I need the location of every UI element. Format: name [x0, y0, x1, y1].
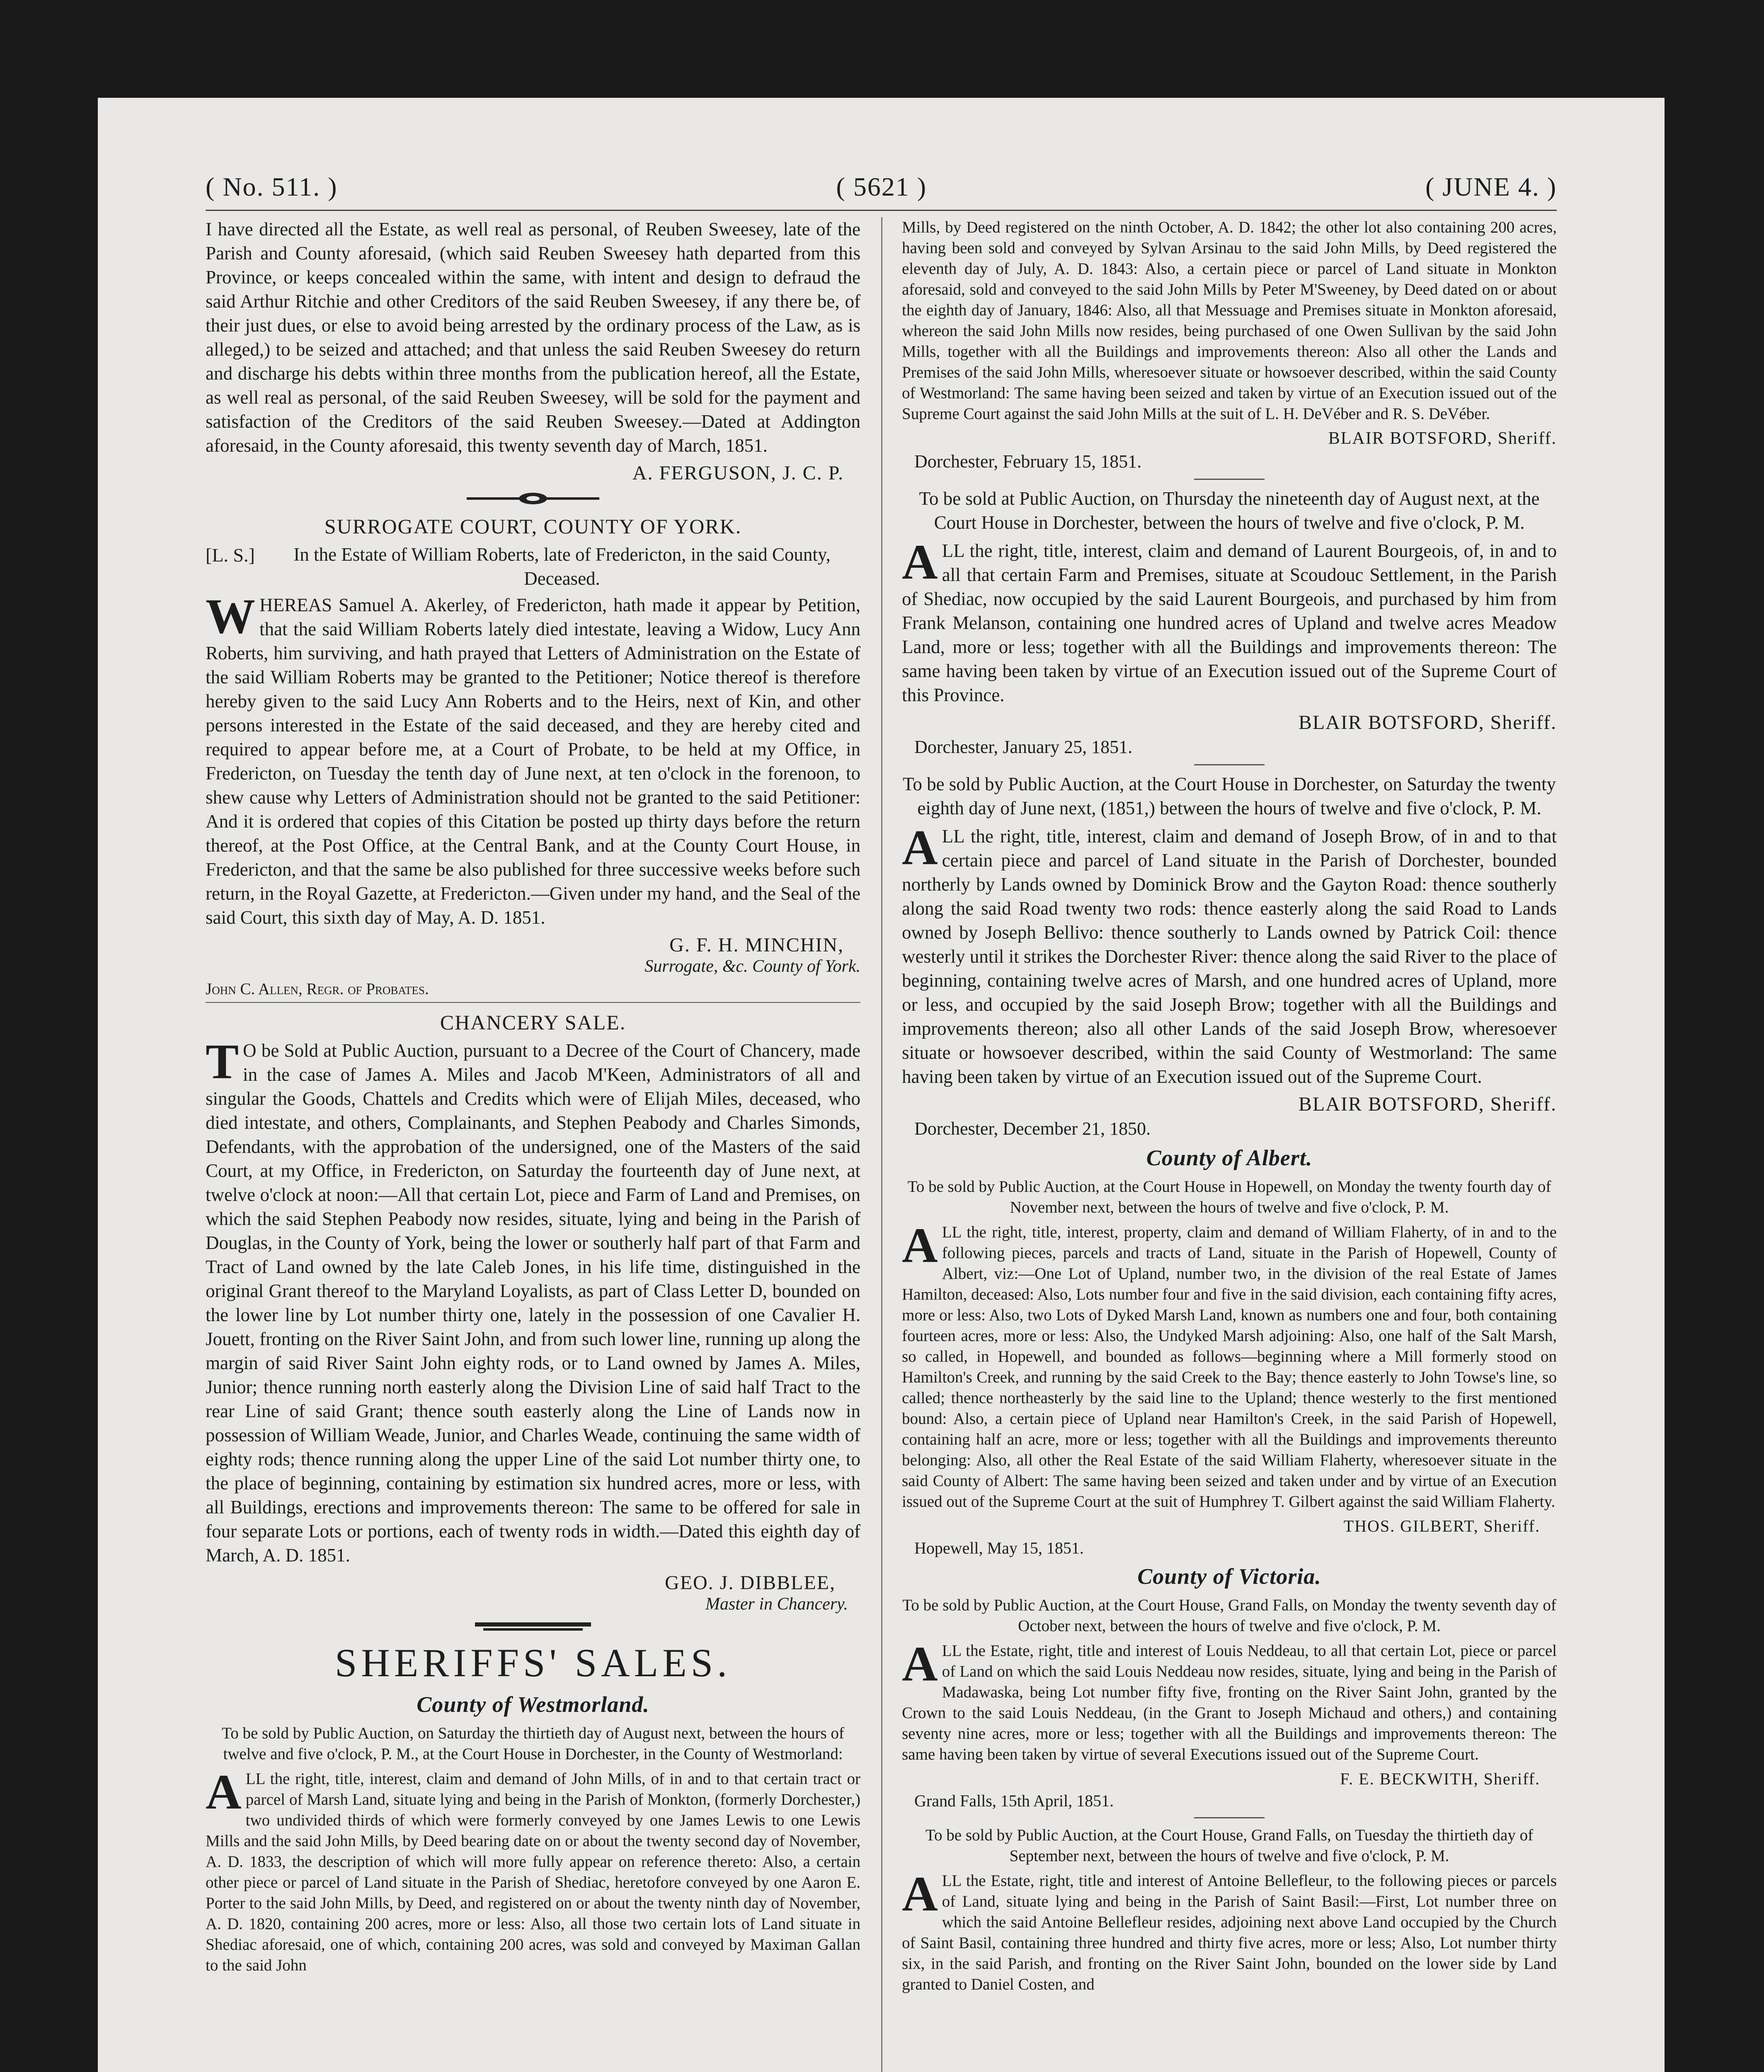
drop-cap: A — [902, 820, 938, 875]
sheriffs-sales-heading: SHERIFFS' SALES. — [334, 1641, 732, 1685]
flaherty-intro: To be sold by Public Auction, at the Court House in Hopewell, on Monday the twenty fourth day of November next, between the hours of twelve and five o'clock, P. M. — [907, 1178, 1551, 1216]
right-column — [902, 217, 1557, 2072]
bourgeois-text: LL the right, title, interest, claim and demand of Laurent Bourgeois, of, in and to all that certain Farm and Premises, situate at Scoudouc Settlement, in the Parish of Shediac, now occupied by the said Laurent Bourgeois, and purchased by him from Frank Melanson, containing one hundred acres of Upland and twelve acres Meadow Land, more or less; together with all the Buildings and improvements thereon: The same having been taken by virtue of an Execution issued out of the Supreme Court of this Province. — [902, 540, 1557, 705]
mills-text: LL the right, title, interest, claim and demand of John Mills, of in and to that certain tract or parcel of Marsh Land, situate lying and being in the Parish of Monkton, (formerly Dorchester,) two undivided thirds of which were formerly conveyed by one James Lewis to one Lewis Mills and the said John Mills, by Deed bearing date on or about the twenty second day of November, A. D. 1833, the description of which will more fully appear on reference thereto: Also, a certain other piece or parcel of Land situate in the Parish of Shediac, heretofore conveyed by one Aaron E. Porter to the said John Mills, by Deed, and registered on or about the twenty ninth day of November, A. D. 1820, containing 200 acres, more or less: Also, all those two certain lots of Land situate in Shediac aforesaid, one of which, containing 200 acres, was sold and conveyed by Maximan Gallan to the said John — [206, 1770, 860, 1974]
dibblee-title: Master in Chancery. — [705, 1595, 848, 1614]
issue-number: ( No. 511. ) — [206, 172, 338, 201]
dateline-4: Hopewell, May 15, 1851. — [914, 1539, 1084, 1557]
ferguson-notice: I have directed all the Estate, as well real as personal, of Reuben Sweesey, late of the Parish and County aforesaid, (which said Reuben Sweesey hath departed from this Province, or keeps concealed within the same, with intent and design to defraud the said Arthur Ritchie and other Creditors of the said Reuben Sweesey, if any there be, of their just dues, or else to avoid being arrested by the ordinary process of the Law, as is alleged,) to be seized and attached; and that unless the said Reuben Sweesey do return and discharge his debts within three months from the publication hereof, all the Estate, as well real as personal, of the said Reuben Sweesey, will be sold for the payment and satisfaction of the Creditors of the said Reuben Sweesey.—Dated at Addington aforesaid, in the County aforesaid, this twenty seventh day of March, 1851. — [206, 219, 860, 456]
notice-rule — [1194, 764, 1265, 765]
drop-cap: A — [902, 1866, 938, 1921]
dateline-1: Dorchester, February 15, 1851. — [914, 451, 1142, 472]
mills-notice — [206, 1764, 860, 1976]
bellefleur-intro: To be sold by Public Auction, at the Court House, Grand Falls, on Tuesday the thirtieth day of September next, between the hours of twelve and five o'clock, P. M. — [925, 1826, 1534, 1865]
drop-cap: A — [902, 1636, 938, 1691]
flaherty-text: LL the right, title, interest, property, claim and demand of William Flaherty, of in and to the following pieces, parcels and tracts of Land, situate in the Parish of Hopewell, County of Albert, viz:—One Lot of Upland, number two, in the division of the real Estate of James Hamilton, deceased: Also, Lots number four and five in the said division, each containing fifty acres, more or less: Also, two Lots of Dyked Marsh Land, known as numbers one and four, both containing fourteen acres, more or less: Also, the Undyked Marsh adjoining: Also, one half of the Salt Marsh, so called, in Hopewell, and bounded as follows—beginning where a Mill formerly stood on Hamilton's Creek, and running by the said Creek to the Bay; thence easterly to John Towse's line, so called; thence northeasterly by the said line to the Upland; thence westerly to the first mentioned bound: Also, a certain piece of Upland near Hamilton's Creek, in the said Parish of Hopewell, containing half an acre, more or less; together with all the Buildings and improvements thereunto belonging: Also, all other the Real Estate of the said William Flaherty, wheresoever situate in the said County of Albert: The same having been seized and taken under and by virtue of an Execution issued out of the Supreme Court at the suit of Humphrey T. Gilbert against the said William Flaherty. — [902, 1223, 1557, 1510]
left-column — [206, 217, 860, 2072]
ornament-bar-icon — [471, 1620, 595, 1634]
columns — [206, 217, 1557, 2072]
newspaper-page — [98, 98, 1665, 2072]
column-divider — [881, 217, 882, 2072]
westmorland-heading: County of Westmorland. — [417, 1692, 649, 1717]
page-header — [206, 164, 1557, 211]
neddeau-text: LL the Estate, right, title and interest of Louis Neddeau, to all that certain Lot, piece or parcel of Land on which the said Louis Neddeau now resides, situate, lying and being in the Parish of Madawaska, being Lot number fifty five, fronting on the River Saint John, granted by the Crown to the said Louis Neddeau, (in the Grant to Joseph Michaud and others,) and containing seventy nine acres, more or less; together with all the Buildings and improvements thereon: The same having been taken by virtue of several Executions issued out of the Supreme Court. — [902, 1642, 1557, 1763]
page-number: ( 5621 ) — [836, 172, 927, 201]
albert-heading: County of Albert. — [1146, 1145, 1313, 1170]
botsford-signature-3: BLAIR BOTSFORD, Sheriff. — [1298, 1093, 1557, 1115]
chancery-heading: CHANCERY SALE. — [440, 1011, 626, 1034]
estate-line: In the Estate of William Roberts, late of Fredericton, in the said County, Deceased. — [293, 544, 831, 589]
registrar-line: John C. Allen, Regr. of Probates. — [206, 980, 429, 998]
drop-cap: A — [902, 1218, 938, 1273]
notice-rule — [1194, 1817, 1265, 1818]
minchin-signature: G. F. H. MINCHIN, — [669, 934, 844, 956]
chancery-notice — [206, 1034, 860, 1567]
neddeau-intro: To be sold by Public Auction, at the Court House, Grand Falls, on Monday the twenty seventh day of October next, between the hours of twelve and five o'clock, P. M. — [902, 1596, 1556, 1635]
chancery-text: O be Sold at Public Auction, pursuant to a Decree of the Court of Chancery, made in the case of James A. Miles and Jacob M'Keen, Administrators of all and singular the Goods, Chattels and Credits which were of Elijah Miles, deceased, who died intestate, and others, Complainants, and Stephen Peabody and Charles Simonds, Defendants, with the approbation of the undersigned, one of the Masters of the said Court, at my Office, in Fredericton, on Saturday the fourteenth day of June next, at twelve o'clock at noon:—All that certain Lot, piece and Farm of Land and Premises, on which the said Stephen Peabody now resides, situate, lying and being in the Parish of Douglas, in the County of York, being the lower or southerly half part of that Farm and Tract of Land owned by the late Caleb Jones, in his life time, distinguished in the original Grant thereof to the Maryland Loyalists, as part of Class Letter D, bounded on the lower line by Lot number thirty one, lately in the possession of one Cavalier H. Jouett, fronting on the River Saint John, and from such lower line, running up along the margin of said River Saint John eighty rods, or to Land owned by James A. Miles, Junior; thence running north easterly along the Division Line of said half Tract to the rear Line of said Grant; thence south easterly along the Line of Lands now in possession of William Weade, Junior, and Charles Weade, continuing the same width of eighty rods; thence running along the upper Line of the said Lot number thirty one, to the place of beginning, containing by estimation six hundred acres, more or less, with all Buildings, erections and improvements thereon: The same to be offered for sale in four separate Lots or portions, each of twenty rods in width.—Dated this eighth day of March, A. D. 1851. — [206, 1040, 860, 1566]
estate-block — [206, 542, 860, 591]
brow-intro: To be sold by Public Auction, at the Court House in Dorchester, on Saturday the twenty eighth day of June next, (1851,) between the hours of twelve and five o'clock, P. M. — [902, 774, 1556, 818]
notice-rule — [1194, 479, 1265, 480]
mills-continued: Mills, by Deed registered on the ninth October, A. D. 1842; the other lot also containing 200 acres, having been sold and conveyed by Sylvan Arsinau to the said John Mills, by Deed registered the eleventh day of July, A. D. 1843: Also, a certain piece or parcel of Land situate in Monkton aforesaid, sold and conveyed to the said John Mills by Peter M'Sweeney, by Deed dated on or about the eighth day of January, 1846: Also, all that Messuage and Premises situate in Monkton aforesaid, whereon the said John Mills now resides, being purchased of one Owen Sullivan by the said John Mills, together with all the Buildings and improvements thereon: Also all other the Lands and Premises of the said John Mills, wheresoever situate or howsoever described, within the said County of Westmorland: The same having been seized and taken by virtue of an Execution issued out of the Supreme Court against the said John Mills at the suit of L. H. DeVéber and R. S. DeVéber. — [902, 218, 1557, 423]
dibblee-signature: GEO. J. DIBBLEE, — [665, 1572, 836, 1594]
bourgeois-notice — [902, 534, 1557, 707]
bellefleur-notice — [902, 1866, 1557, 1995]
victoria-heading: County of Victoria. — [1137, 1564, 1321, 1589]
botsford-signature-1: BLAIR BOTSFORD, Sheriff. — [1328, 429, 1557, 448]
neddeau-notice — [902, 1636, 1557, 1765]
whereas-notice — [206, 588, 860, 929]
bellefleur-text: LL the Estate, right, title and interest of Antoine Bellefleur, to the following pieces or parcels of Land, situate lying and being in the Parish of Saint Basil:—First, Lot number three on which the said Antoine Bellefleur resides, adjoining next above Land occupied by the Church of Saint Basil, containing three hundred and thirty five acres, more or less; Also, Lot number thirty six, in the said Parish, and fronting on the River Saint John, bounded on the lower side by Land granted to Daniel Costen, and — [902, 1872, 1557, 1993]
issue-date: ( JUNE 4. ) — [1425, 172, 1557, 201]
ferguson-signature: A. FERGUSON, J. C. P. — [632, 462, 844, 484]
brow-text: LL the right, title, interest, claim and demand of Joseph Brow, of in and to that certain piece and parcel of Land situate in the Parish of Dorchester, bounded northerly by Lands owned by Dominick Brow and the Gayton Road: thence southerly along the said Road twenty two rods: thence easterly along the said Road to Lands owned by Joseph Bellivo: thence southerly to Lands owned by Patrick Coil: thence westerly until it strikes the Dorchester River: thence along the said River to the place of beginning, containing twelve acres of Marsh, and one hundred acres of Upland, more or less, and occupied by the said Joseph Brow; together with all the Buildings and improvements thereon; also all other Lands of the said Joseph Brow, wheresoever situate or howsoever described, within the said County of Westmorland: The same having been taken by virtue of an Execution issued out of the Supreme Court. — [902, 826, 1557, 1087]
ornament-divider-icon — [458, 490, 608, 507]
section-rule — [206, 1002, 860, 1003]
court-seal: [L. S.] — [206, 545, 255, 566]
drop-cap: A — [206, 1764, 242, 1819]
dateline-2: Dorchester, January 25, 1851. — [914, 737, 1133, 757]
brow-notice — [902, 820, 1557, 1089]
drop-cap: W — [206, 588, 255, 644]
bourgeois-intro: To be sold at Public Auction, on Thursday the nineteenth day of August next, at the Court House in Dorchester, between the hours of twelve and five o'clock, P. M. — [919, 488, 1540, 533]
surrogate-court-heading: SURROGATE COURT, COUNTY OF YORK. — [324, 515, 742, 538]
mills-intro: To be sold by Public Auction, on Saturday the thirtieth day of August next, between the hours of twelve and five o'clock, P. M., at the Court House in Dorchester, in the County of Westmorland: — [222, 1724, 844, 1763]
gazette-sheet — [206, 164, 1557, 2072]
dateline-3: Dorchester, December 21, 1850. — [914, 1118, 1151, 1139]
botsford-signature-2: BLAIR BOTSFORD, Sheriff. — [1298, 712, 1557, 733]
minchin-title: Surrogate, &c. County of York. — [645, 957, 860, 976]
flaherty-notice — [902, 1218, 1557, 1512]
drop-cap: A — [902, 534, 938, 589]
whereas-text: HEREAS Samuel A. Akerley, of Fredericton, hath made it appear by Petition, that the said William Roberts lately died intestate, leaving a Widow, Lucy Ann Roberts, him surviving, and hath prayed that Letters of Administration on the Estate of the said William Roberts may be granted to the Petitioner; Notice thereof is therefore hereby given to the said Lucy Ann Roberts and to the Heirs, next of Kin, and other persons interested in the Estate of the said deceased, and they are hereby cited and required to appear before me, at a Court of Probate, to be held at my Office, in Fredericton, on Tuesday the tenth day of June next, at ten o'clock in the forenoon, to shew cause why Letters of Administration should not be granted to the said Petitioner: And it is ordered that copies of this Citation be posted up thirty days before the return thereof, at the Post Office, at the Central Bank, and at the County Court House, in Fredericton, and that the same be also published for three successive weeks before such return, in the Royal Gazette, at Fredericton.—Given under my hand, and the Seal of the said Court, this sixth day of May, A. D. 1851. — [206, 595, 860, 928]
drop-cap: T — [206, 1034, 239, 1089]
beckwith-signature: F. E. BECKWITH, Sheriff. — [1340, 1769, 1540, 1788]
dateline-5: Grand Falls, 15th April, 1851. — [914, 1791, 1114, 1810]
gilbert-signature: THOS. GILBERT, Sheriff. — [1343, 1517, 1540, 1535]
